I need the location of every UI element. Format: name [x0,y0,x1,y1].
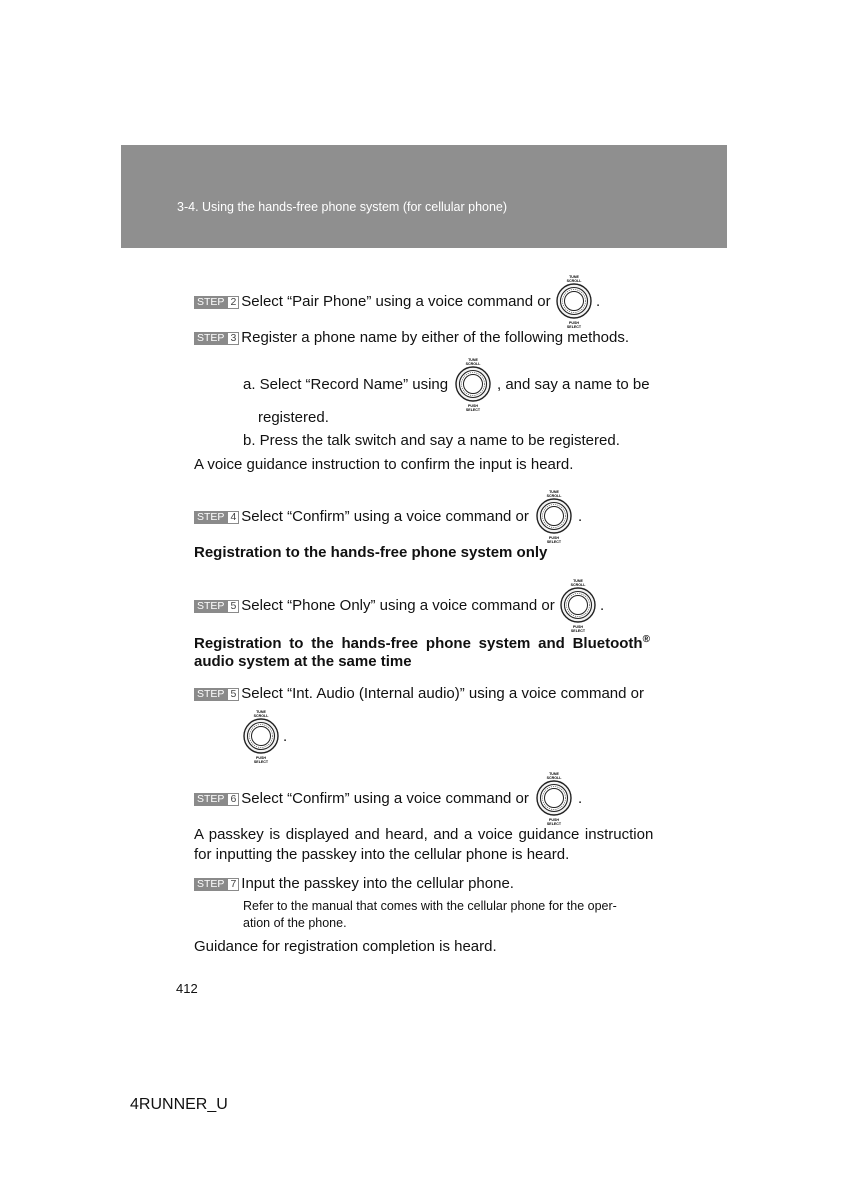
step-badge: STEP 4 [194,511,239,524]
svg-text:SELECT: SELECT [546,540,562,544]
svg-text:TUNE: TUNE [549,490,559,494]
footer-model-code: 4RUNNER_U [130,1096,228,1113]
tune-knob-icon [555,577,601,633]
step-tail: . [578,508,583,525]
step-2-line [194,293,551,311]
subheading-phone-only: Registration to the hands-free phone system only [194,544,548,561]
svg-text:PUSH: PUSH [256,756,266,760]
svg-text:TUNE: TUNE [468,358,478,362]
svg-text:PUSH: PUSH [569,321,579,325]
step-text: Select “Pair Phone” using a voice command or [241,293,551,310]
step-text: Select “Phone Only” using a voice command or [241,597,555,614]
method-a-text-cont: , and say a name to be [497,376,650,393]
step-badge: STEP 5 [194,688,239,701]
svg-text:SCROLL: SCROLL [546,776,562,780]
step-badge: STEP 6 [194,793,239,806]
step-badge: STEP 7 [194,878,239,891]
section-title: 3-4. Using the hands-free phone system (for cellular phone) [177,200,508,214]
tune-knob-icon [531,770,577,826]
svg-text:TUNE: TUNE [573,579,583,583]
svg-text:PUSH: PUSH [573,625,583,629]
passkey-note-cont: for inputting the passkey into the cellular phone is heard. [194,846,570,863]
section-header-band [121,145,727,248]
completion-note: Guidance for registration completion is heard. [194,938,497,955]
method-b-text: b. Press the talk switch and say a name to be registered. [243,432,620,449]
svg-text:PUSH: PUSH [549,536,559,540]
subheading-bluetooth-cont: audio system at the same time [194,653,412,670]
svg-text:SELECT: SELECT [566,325,582,329]
passkey-note: A passkey is displayed and heard, and a voice guidance instruction [194,826,654,843]
tune-knob-icon [551,273,597,329]
subheading-bluetooth: Registration to the hands-free phone system and Bluetooth® [194,634,650,652]
step-text: Select “Int. Audio (Internal audio)” using a voice command or [241,685,644,702]
svg-text:SCROLL: SCROLL [566,279,582,283]
svg-text:SCROLL: SCROLL [546,494,562,498]
manual-reference-note: Refer to the manual that comes with the cellular phone for the oper- [243,899,617,913]
svg-text:TUNE: TUNE [569,275,579,279]
svg-text:PUSH: PUSH [549,818,559,822]
svg-text:SCROLL: SCROLL [253,714,269,718]
step-7-line [194,875,514,893]
guidance-note: A voice guidance instruction to confirm the input is heard. [194,456,574,473]
method-a-text: a. Select “Record Name” using [243,376,449,393]
svg-text:SELECT: SELECT [570,629,586,633]
step-text: Input the passkey into the cellular phone. [241,875,514,892]
step-badge: STEP 3 [194,332,239,345]
svg-text:SCROLL: SCROLL [465,362,481,366]
page-number: 412 [176,981,198,996]
step-text: Select “Confirm” using a voice command or [241,790,529,807]
svg-text:SELECT: SELECT [253,760,269,764]
step-tail: . [600,597,605,614]
step-4-line [194,508,529,526]
step-5-phone-only-line [194,597,555,615]
step-tail: . [283,728,288,745]
step-text: Select “Confirm” using a voice command or [241,508,529,525]
manual-reference-note-cont: ation of the phone. [243,916,347,930]
step-badge: STEP 5 [194,600,239,613]
step-text: Register a phone name by either of the following methods. [241,329,630,346]
svg-text:TUNE: TUNE [256,710,266,714]
svg-text:SELECT: SELECT [465,408,481,412]
step-3-line [194,329,629,347]
tune-knob-icon [531,488,577,544]
tune-knob-icon [238,708,284,764]
svg-text:SELECT: SELECT [546,822,562,826]
step-6-line [194,790,529,808]
svg-text:PUSH: PUSH [468,404,478,408]
step-5-int-audio-line [194,685,644,703]
tune-knob-icon [450,356,496,412]
step-tail: . [596,293,601,310]
svg-text:TUNE: TUNE [549,772,559,776]
step-tail: . [578,790,583,807]
step-badge: STEP 2 [194,296,239,309]
method-a-text-end: registered. [258,409,329,426]
svg-text:SCROLL: SCROLL [570,583,586,587]
